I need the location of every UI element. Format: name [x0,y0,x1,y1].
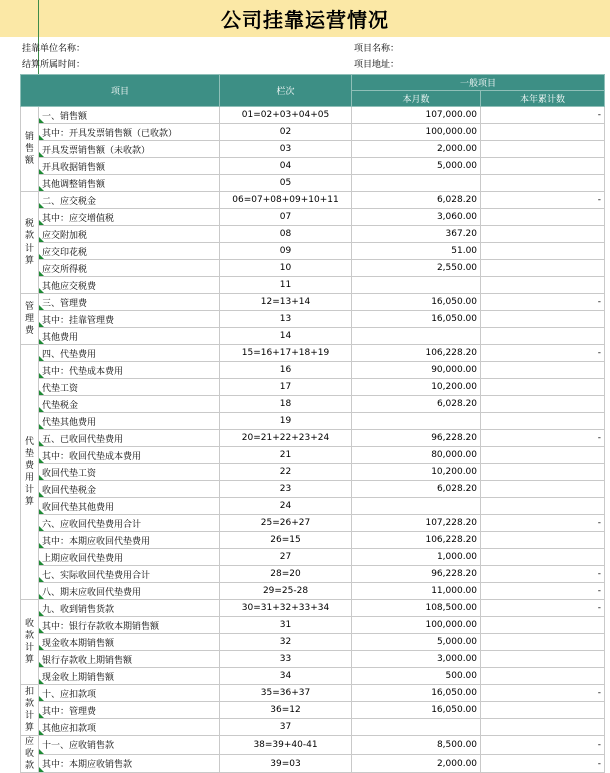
line-cell[interactable]: 35=36+37 [220,685,352,702]
item-cell[interactable]: 其中：银行存款收本期销售额 [39,617,220,634]
table-row [21,362,605,379]
month-amount-cell[interactable]: 100,000.00 [352,617,481,634]
year-total-cell[interactable] [481,549,605,566]
table-row [21,226,605,243]
month-amount-cell[interactable]: 16,050.00 [352,702,481,719]
item-cell[interactable]: 应交印花税 [39,243,220,260]
line-cell[interactable]: 25=26+27 [220,515,352,532]
item-cell[interactable]: 其他应交税费 [39,277,220,294]
line-cell[interactable]: 08 [220,226,352,243]
category-label [21,192,39,294]
table-row [21,651,605,668]
header-year: 本年累计数 [481,91,605,107]
line-cell[interactable]: 05 [220,175,352,192]
line-cell[interactable]: 16 [220,362,352,379]
item-cell[interactable]: 代垫工资 [39,379,220,396]
month-amount-cell[interactable]: 8,500.00 [352,736,481,755]
month-amount-cell[interactable]: 6,028.20 [352,481,481,498]
year-total-cell[interactable] [481,328,605,345]
year-total-cell[interactable] [481,702,605,719]
year-total-cell[interactable] [481,311,605,328]
table-row [21,141,605,158]
item-cell[interactable]: 其中：本期应收销售款 [39,754,220,773]
item-cell[interactable]: 九、收到销售货款 [39,600,220,617]
year-total-cell[interactable] [481,277,605,294]
line-cell[interactable]: 36=12 [220,702,352,719]
line-cell[interactable]: 26=15 [220,532,352,549]
year-total-cell[interactable]: - [481,192,605,209]
month-amount-cell[interactable]: 107,228.20 [352,515,481,532]
line-cell[interactable]: 12=13+14 [220,294,352,311]
year-total-cell[interactable]: - [481,736,605,755]
category-text: 应收款 [24,737,34,772]
year-total-cell[interactable] [481,396,605,413]
month-amount-cell[interactable]: 3,000.00 [352,651,481,668]
page-title: 公司挂靠运营情况 [0,0,610,37]
year-total-cell[interactable] [481,158,605,175]
line-cell[interactable]: 06=07+08+09+10+11 [220,192,352,209]
category-text: 代垫费用计算 [24,436,34,508]
table-row [21,668,605,685]
month-amount-cell[interactable]: 6,028.20 [352,396,481,413]
category-text: 收款计算 [24,618,34,666]
item-cell[interactable]: 七、实际收回代垫费用合计 [39,566,220,583]
year-total-cell[interactable] [481,379,605,396]
month-amount-cell[interactable]: 6,028.20 [352,192,481,209]
category-text: 税款计算 [24,219,34,266]
item-cell[interactable]: 应交附加税 [39,226,220,243]
table-row [21,634,605,651]
line-cell[interactable]: 09 [220,243,352,260]
settlement-period-label: 结算所属时间： [22,60,86,70]
month-amount-cell[interactable]: 16,050.00 [352,311,481,328]
line-cell[interactable]: 39=03 [220,754,352,773]
table-row [21,328,605,345]
category-label [21,345,39,600]
line-cell[interactable]: 13 [220,311,352,328]
month-amount-cell[interactable]: 106,228.20 [352,532,481,549]
month-amount-cell[interactable]: 5,000.00 [352,634,481,651]
item-cell[interactable]: 一、销售额 [39,107,220,124]
item-cell[interactable]: 收回代垫税金 [39,481,220,498]
table-row [21,549,605,566]
month-amount-cell[interactable]: 5,000.00 [352,158,481,175]
year-total-cell[interactable] [481,498,605,515]
item-cell[interactable]: 十、应扣款项 [39,685,220,702]
item-cell[interactable]: 其他费用 [39,328,220,345]
year-total-cell[interactable] [481,617,605,634]
item-cell[interactable]: 四、代垫费用 [39,345,220,362]
project-name-label: 项目名称： [354,44,400,54]
project-address-label: 项目地址： [354,60,400,70]
item-cell[interactable]: 收回代垫工资 [39,464,220,481]
year-total-cell[interactable]: - [481,107,605,124]
month-amount-cell[interactable] [352,328,481,345]
item-cell[interactable]: 代垫其他费用 [39,413,220,430]
month-amount-cell[interactable]: 100,000.00 [352,124,481,141]
table-row [21,600,605,617]
year-total-cell[interactable] [481,362,605,379]
line-cell[interactable]: 27 [220,549,352,566]
month-amount-cell[interactable]: 107,000.00 [352,107,481,124]
line-cell[interactable]: 28=20 [220,566,352,583]
year-total-cell[interactable]: - [481,754,605,773]
month-amount-cell[interactable]: 96,228.20 [352,566,481,583]
category-label [21,294,39,345]
item-cell[interactable]: 其中：代垫成本费用 [39,362,220,379]
month-amount-cell[interactable] [352,413,481,430]
item-cell[interactable]: 开具收据销售额 [39,158,220,175]
year-total-cell[interactable] [481,719,605,736]
year-total-cell[interactable] [481,209,605,226]
category-text: 管理费 [24,301,34,337]
table-row [21,345,605,362]
line-cell[interactable]: 34 [220,668,352,685]
year-total-cell[interactable] [481,532,605,549]
line-cell[interactable]: 37 [220,719,352,736]
line-cell[interactable]: 18 [220,396,352,413]
line-cell[interactable]: 29=25-28 [220,583,352,600]
header-month: 本月数 [352,91,481,107]
line-cell[interactable]: 32 [220,634,352,651]
table-row [21,277,605,294]
table-row [21,719,605,736]
table-row [21,413,605,430]
year-total-cell[interactable] [481,447,605,464]
table-body [21,107,605,773]
table-row [21,464,605,481]
month-amount-cell[interactable]: 2,550.00 [352,260,481,277]
item-cell[interactable]: 其他应扣款项 [39,719,220,736]
item-cell[interactable]: 五、已收回代垫费用 [39,430,220,447]
category-label [21,736,39,773]
month-amount-cell[interactable]: 51.00 [352,243,481,260]
year-total-cell[interactable] [481,243,605,260]
item-cell[interactable]: 现金收上期销售额 [39,668,220,685]
month-amount-cell[interactable]: 2,000.00 [352,754,481,773]
item-cell[interactable]: 开具发票销售额（未收款） [39,141,220,158]
line-cell[interactable]: 30=31+32+33+34 [220,600,352,617]
table-row [21,209,605,226]
item-cell[interactable]: 应交所得税 [39,260,220,277]
year-total-cell[interactable] [481,634,605,651]
month-amount-cell[interactable]: 1,000.00 [352,549,481,566]
line-cell[interactable]: 02 [220,124,352,141]
category-label [21,600,39,685]
year-total-cell[interactable]: - [481,515,605,532]
month-amount-cell[interactable]: 108,500.00 [352,600,481,617]
item-cell[interactable]: 六、应收回代垫费用合计 [39,515,220,532]
table-row [21,294,605,311]
month-amount-cell[interactable]: 10,200.00 [352,379,481,396]
month-amount-cell[interactable]: 16,050.00 [352,294,481,311]
item-cell[interactable]: 三、管理费 [39,294,220,311]
month-amount-cell[interactable]: 80,000.00 [352,447,481,464]
table-row [21,736,605,755]
header-item: 项目 [21,75,220,107]
line-cell[interactable]: 01=02+03+04+05 [220,107,352,124]
item-cell[interactable]: 现金收本期销售额 [39,634,220,651]
month-amount-cell[interactable]: 10,200.00 [352,464,481,481]
line-cell[interactable]: 03 [220,141,352,158]
month-amount-cell[interactable]: 106,228.20 [352,345,481,362]
month-amount-cell[interactable] [352,719,481,736]
year-total-cell[interactable]: - [481,600,605,617]
year-total-cell[interactable] [481,124,605,141]
item-cell[interactable]: 其中：收回代垫成本费用 [39,447,220,464]
item-cell[interactable]: 十一、应收销售款 [39,736,220,755]
table-row [21,192,605,209]
year-total-cell[interactable]: - [481,583,605,600]
table-row [21,702,605,719]
table-row [21,754,605,773]
item-cell[interactable]: 八、期末应收回代垫费用 [39,583,220,600]
line-cell[interactable]: 14 [220,328,352,345]
year-total-cell[interactable]: - [481,685,605,702]
line-cell[interactable]: 31 [220,617,352,634]
line-cell[interactable]: 07 [220,209,352,226]
table-row [21,532,605,549]
line-cell[interactable]: 15=16+17+18+19 [220,345,352,362]
month-amount-cell[interactable]: 90,000.00 [352,362,481,379]
table-row [21,498,605,515]
item-cell[interactable]: 其中：管理费 [39,702,220,719]
table-row [21,175,605,192]
year-total-cell[interactable] [481,464,605,481]
line-cell[interactable]: 11 [220,277,352,294]
year-total-cell[interactable] [481,668,605,685]
month-amount-cell[interactable]: 11,000.00 [352,583,481,600]
year-total-cell[interactable]: - [481,345,605,362]
table-row [21,124,605,141]
item-cell[interactable]: 上期应收回代垫费用 [39,549,220,566]
line-cell[interactable]: 19 [220,413,352,430]
item-cell[interactable]: 其中：应交增值税 [39,209,220,226]
item-cell[interactable]: 代垫税金 [39,396,220,413]
year-total-cell[interactable] [481,413,605,430]
category-label [21,685,39,736]
table-row [21,379,605,396]
month-amount-cell[interactable]: 500.00 [352,668,481,685]
line-cell[interactable]: 22 [220,464,352,481]
category-text: 销售额 [24,131,34,167]
line-cell[interactable]: 20=21+22+23+24 [220,430,352,447]
affiliated-unit-label: 挂靠单位名称： [22,44,86,54]
year-total-cell[interactable] [481,175,605,192]
item-cell[interactable]: 其中：开具发票销售额（已收款） [39,124,220,141]
table-row [21,583,605,600]
item-cell[interactable]: 其中：挂靠管理费 [39,311,220,328]
header-line: 栏次 [220,75,352,107]
year-total-cell[interactable] [481,651,605,668]
month-amount-cell[interactable]: 16,050.00 [352,685,481,702]
table-row [21,481,605,498]
table-row [21,107,605,124]
month-amount-cell[interactable] [352,175,481,192]
line-cell[interactable]: 10 [220,260,352,277]
table-row [21,566,605,583]
year-total-cell[interactable]: - [481,294,605,311]
year-total-cell[interactable] [481,260,605,277]
month-amount-cell[interactable]: 367.20 [352,226,481,243]
item-cell[interactable]: 收回代垫其他费用 [39,498,220,515]
line-cell[interactable]: 23 [220,481,352,498]
table-row [21,260,605,277]
line-cell[interactable]: 17 [220,379,352,396]
month-amount-cell[interactable] [352,498,481,515]
item-cell[interactable]: 其他调整销售额 [39,175,220,192]
table-row [21,243,605,260]
year-total-cell[interactable] [481,226,605,243]
category-text: 扣款计算 [24,686,34,734]
table-row [21,685,605,702]
year-total-cell[interactable]: - [481,430,605,447]
header-general: 一般项目 [352,75,605,91]
month-amount-cell[interactable] [352,277,481,294]
table-row [21,311,605,328]
line-cell[interactable]: 04 [220,158,352,175]
month-amount-cell[interactable]: 2,000.00 [352,141,481,158]
item-cell[interactable]: 其中：本期应收回代垫费用 [39,532,220,549]
year-total-cell[interactable] [481,141,605,158]
category-label [21,107,39,192]
year-total-cell[interactable]: - [481,566,605,583]
line-cell[interactable]: 38=39+40-41 [220,736,352,755]
line-cell[interactable]: 21 [220,447,352,464]
line-cell[interactable]: 24 [220,498,352,515]
operations-table [20,74,605,773]
year-total-cell[interactable] [481,481,605,498]
item-cell[interactable]: 二、应交税金 [39,192,220,209]
table-row [21,515,605,532]
table-row [21,158,605,175]
item-cell[interactable]: 银行存款收上期销售额 [39,651,220,668]
line-cell[interactable]: 33 [220,651,352,668]
month-amount-cell[interactable]: 96,228.20 [352,430,481,447]
table-row [21,430,605,447]
table-row [21,447,605,464]
table-row [21,396,605,413]
month-amount-cell[interactable]: 3,060.00 [352,209,481,226]
table-row [21,617,605,634]
